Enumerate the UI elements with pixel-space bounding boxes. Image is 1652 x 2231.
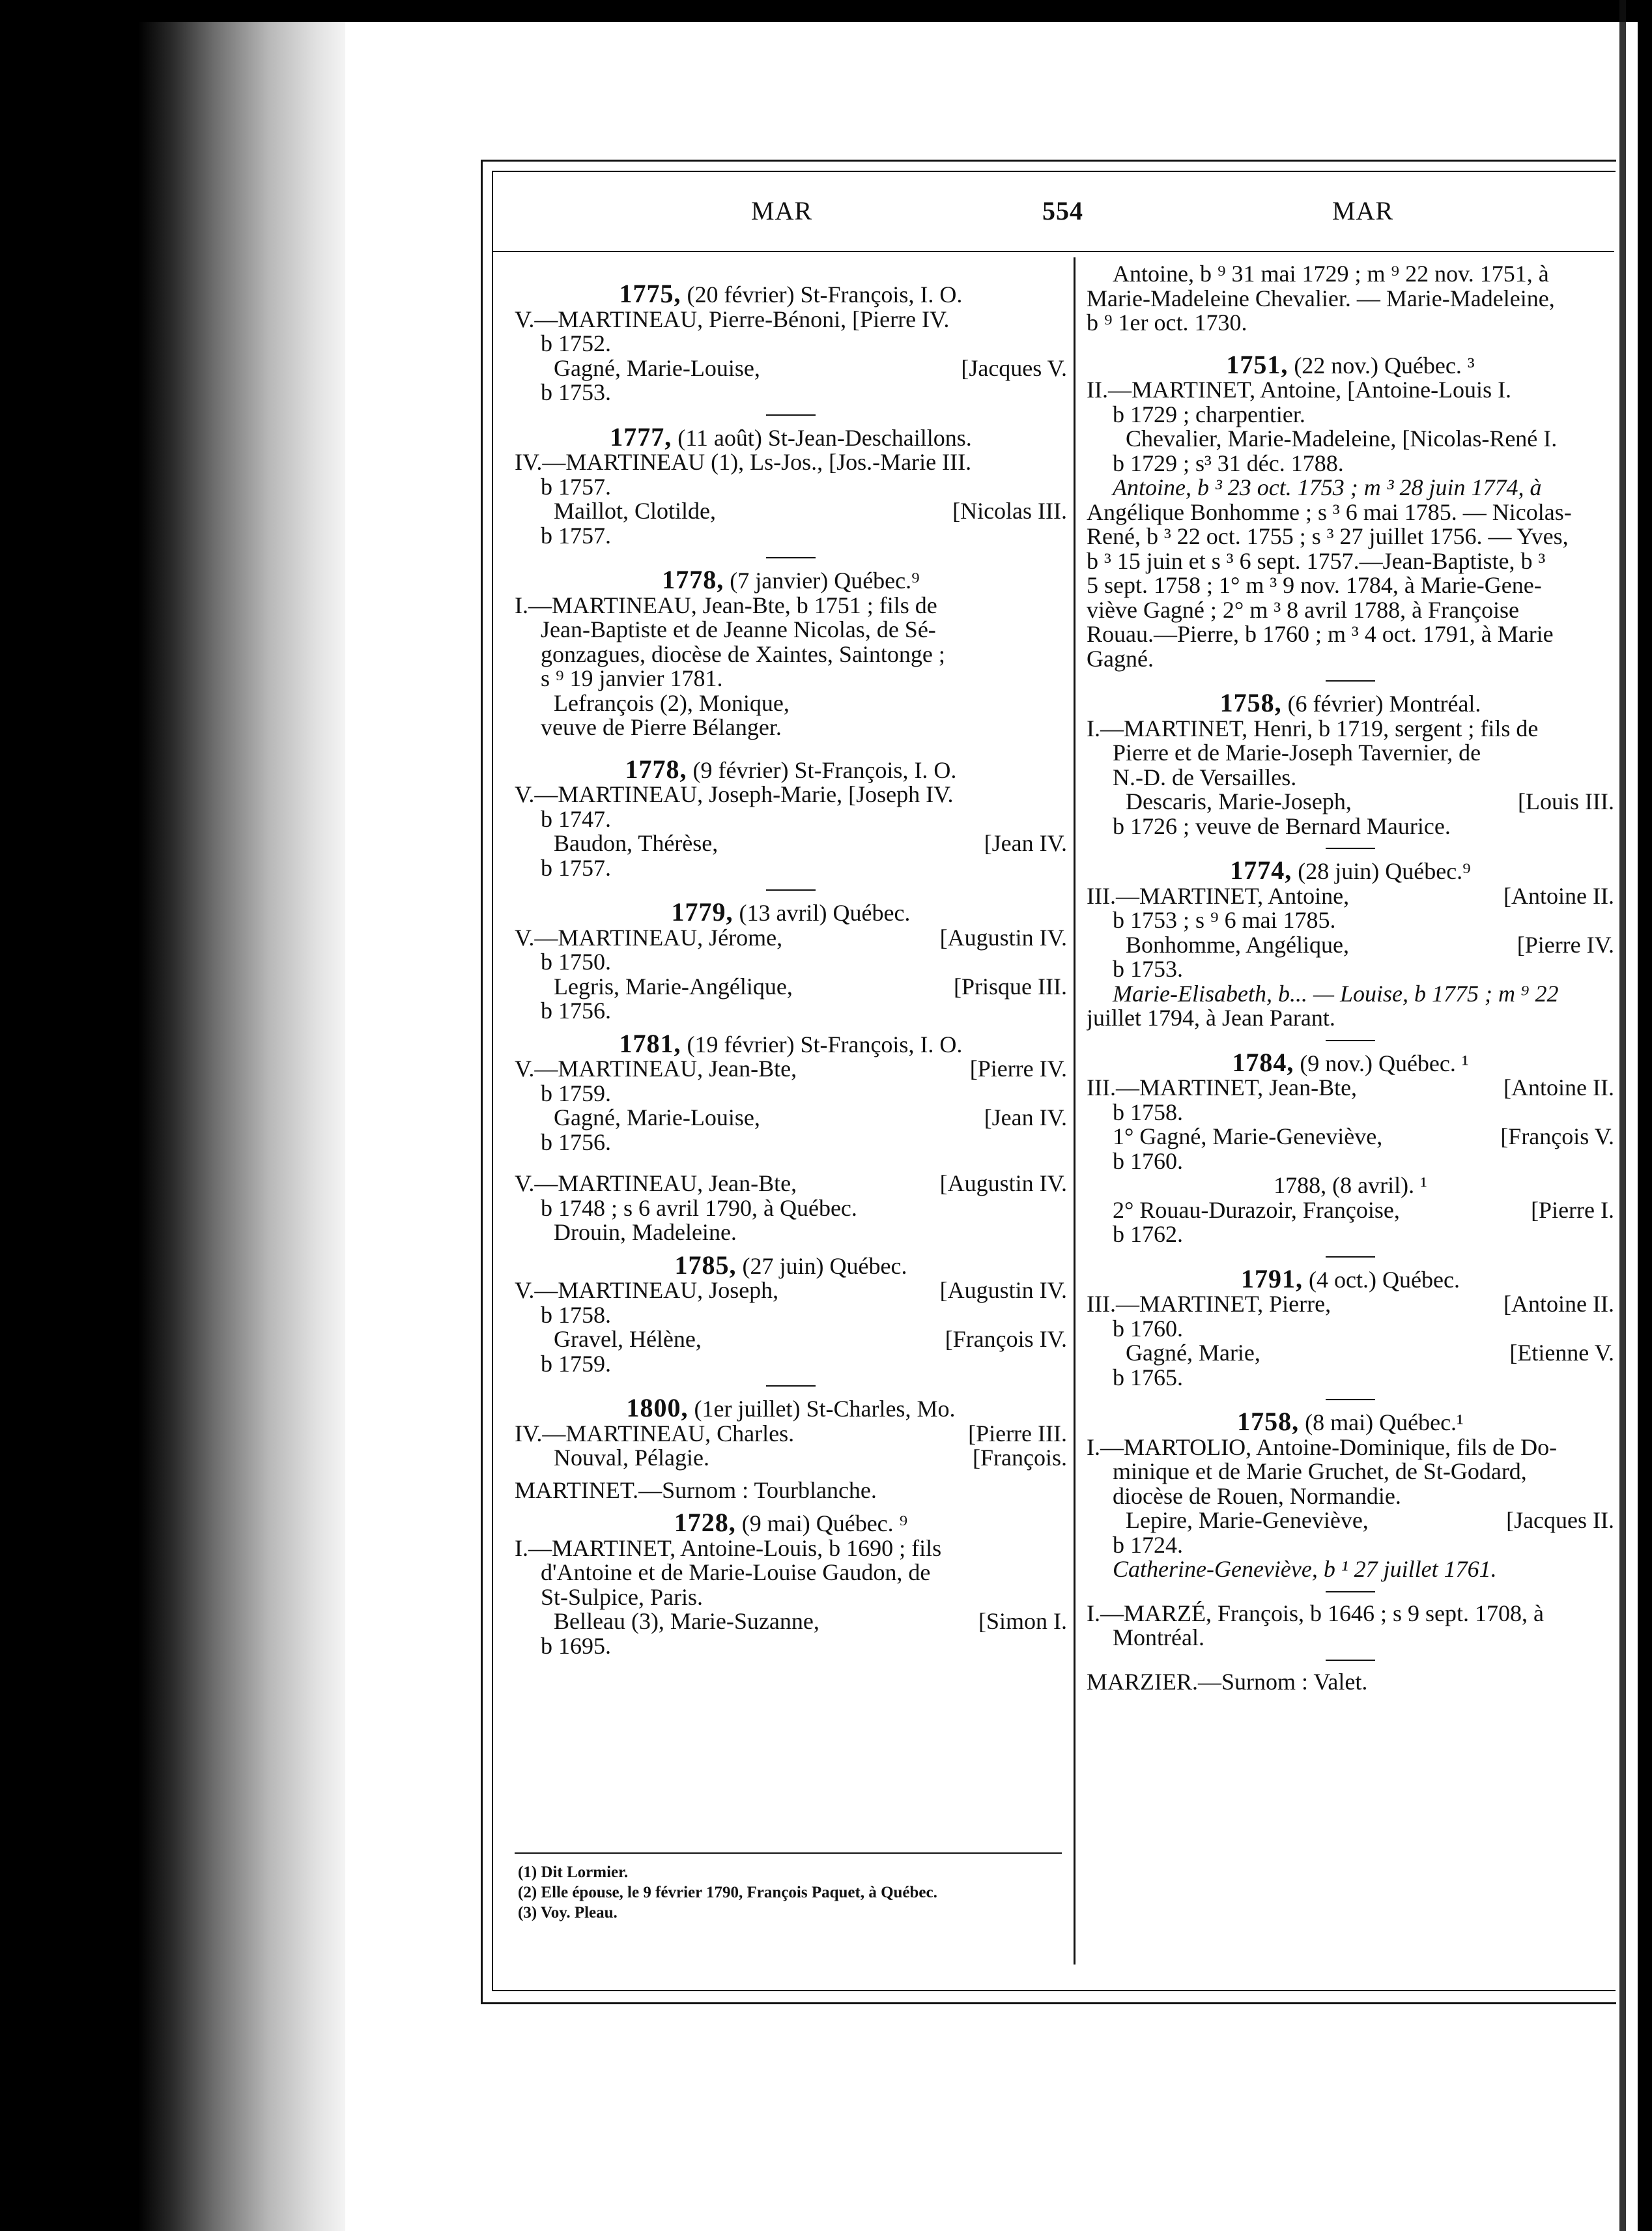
groom-line: II.—MARTINET, Antoine, [Antoine-Louis I. (1087, 377, 1512, 403)
entry-heading: 1778, (9 février) St-François, I. O. (625, 754, 957, 784)
bride-line: Legris, Marie-Angélique, [Prisque III. (554, 973, 1067, 1000)
scan-margin-top (0, 0, 1652, 22)
bride-line: 2° Rouau-Durazoir, Françoise, [Pierre I. (1113, 1196, 1614, 1223)
groom-line: IV.—MARTINEAU (1), Ls-Jos., [Jos.-Marie III. (515, 449, 972, 475)
children-line: b ³ 15 juin et s ³ 6 sept. 1757.—Jean-Baptiste, b ³ (1087, 547, 1546, 574)
entry-separator (766, 889, 816, 891)
footnote: (3) Voy. Pleau. (518, 1904, 618, 1922)
running-header (492, 195, 1614, 235)
groom-line: V.—MARTINEAU, Jean-Bte, [Augustin IV. (515, 1170, 1067, 1196)
bride-birth: b 1756. (541, 998, 611, 1024)
bride-line: Gagné, Marie-Louise, [Jean IV. (554, 1104, 1067, 1130)
right-column (1087, 262, 1614, 1694)
entry-heading: 1779, (13 avril) Québec. (671, 897, 911, 927)
scan-margin-left (0, 0, 345, 2231)
bride-birth: b 1724. (1113, 1531, 1183, 1558)
groom-line: V.—MARTINEAU, Joseph, [Augustin IV. (515, 1277, 1067, 1303)
bride-birth: b 1762. (1113, 1221, 1183, 1247)
entry-line: I.—MARZÉ, François, b 1646 ; s 9 sept. 1708, à (1087, 1600, 1544, 1626)
bride-line: Lepire, Marie-Geneviève, [Jacques II. (1126, 1507, 1614, 1533)
column-separator (1074, 257, 1075, 1965)
entry-separator (1326, 848, 1375, 849)
entry-heading: 1758, (6 février) Montréal. (1219, 688, 1481, 717)
children-line: René, b ³ 22 oct. 1755 ; s ³ 27 juillet 1756. — Yves, (1087, 523, 1569, 549)
bride-birth: b 1753. (1113, 956, 1183, 982)
children-line: Gagné. (1087, 645, 1154, 672)
bride-line: Nouval, Pélagie. [François. (554, 1445, 1067, 1471)
groom-detail: N.-D. de Versailles. (1113, 764, 1297, 790)
children-line: viève Gagné ; 2° m ³ 8 avril 1788, à Françoise (1087, 596, 1520, 623)
bride-line: Gagné, Marie-Louise, [Jacques V. (554, 354, 1067, 381)
entry-heading: 1791, (4 oct.) Québec. (1241, 1263, 1460, 1293)
bride-line: Drouin, Madeleine. (554, 1219, 737, 1245)
children-line: Angélique Bonhomme ; s ³ 6 mai 1785. — Nicolas- (1087, 498, 1572, 525)
bride-line: Chevalier, Marie-Madeleine, [Nicolas-René I. (1126, 425, 1558, 452)
bride-birth: b 1753. (541, 379, 611, 405)
groom-birth: b 1758. (1113, 1099, 1183, 1125)
footnotes (518, 1862, 1065, 1923)
groom-line: I.—MARTINET, Antoine-Louis, b 1690 ; fils (515, 1534, 942, 1561)
groom-detail: diocèse de Rouen, Normandie. (1113, 1482, 1401, 1509)
children-line: 5 sept. 1758 ; 1° m ³ 9 nov. 1784, à Marie-Gene- (1087, 572, 1542, 598)
children-line: juillet 1794, à Jean Parant. (1087, 1005, 1335, 1031)
groom-line: V.—MARTINEAU, Joseph-Marie, [Joseph IV. (515, 781, 954, 807)
groom-birth: b 1752. (541, 330, 611, 356)
entry-heading: 1728, (9 mai) Québec. ⁹ (674, 1508, 908, 1537)
bride-birth: b 1756. (541, 1129, 611, 1155)
scan-margin-right (1638, 0, 1652, 2231)
groom-detail: d'Antoine et de Marie-Louise Gaudon, de (541, 1559, 931, 1585)
bride-birth: b 1757. (541, 522, 611, 549)
entry-gap (1087, 336, 1614, 353)
left-column (515, 281, 1067, 1658)
header-rule (492, 251, 1614, 252)
bride-line: 1° Gagné, Marie-Geneviève, [François V. (1113, 1123, 1614, 1149)
entry-separator (1326, 680, 1375, 682)
entry-gap (515, 1024, 1067, 1031)
bride-birth: b 1757. (541, 854, 611, 881)
scan-edge-right (1619, 0, 1626, 2231)
groom-birth: b 1758. (541, 1301, 611, 1328)
groom-detail: s ⁹ 19 janvier 1781. (541, 665, 723, 691)
groom-detail: Jean-Baptiste et de Jeanne Nicolas, de Sé- (541, 616, 936, 642)
entry-gap (515, 1245, 1067, 1253)
groom-line: IV.—MARTINEAU, Charles. [Pierre III. (515, 1420, 1067, 1447)
groom-birth: b 1750. (541, 949, 611, 975)
bride-line: Descaris, Marie-Joseph, [Louis III. (1126, 788, 1614, 814)
bride-birth: b 1726 ; veuve de Bernard Maurice. (1113, 813, 1451, 839)
footnote: (1) Dit Lormier. (518, 1864, 629, 1881)
footnote-rule (515, 1852, 1062, 1854)
entry-heading: 1777, (11 août) St-Jean-Deschaillons. (610, 422, 972, 452)
entry-separator (1326, 1399, 1375, 1400)
bride-line: Gravel, Hélène, [François IV. (554, 1326, 1067, 1352)
groom-birth: b 1760. (1113, 1315, 1183, 1342)
groom-line: III.—MARTINET, Jean-Bte, [Antoine II. (1087, 1074, 1614, 1101)
groom-line: I.—MARTINET, Henri, b 1719, sergent ; fils de (1087, 715, 1539, 741)
children-line: Catherine-Geneviève, b ¹ 27 juillet 1761. (1113, 1556, 1497, 1582)
entry-heading: 1758, (8 mai) Québec.¹ (1237, 1407, 1464, 1436)
children-line: Antoine, b ³ 23 oct. 1753 ; m ³ 28 juin 1774, à (1113, 474, 1542, 500)
entry-separator (1326, 1591, 1375, 1592)
entry-heading: 1800, (1er juillet) St-Charles, Mo. (626, 1393, 956, 1422)
surname-crossref: MARZIER.—Surnom : Valet. (1087, 1668, 1368, 1694)
footnote: (2) Elle épouse, le 9 février 1790, François Paquet, à Québec. (518, 1884, 937, 1901)
bride-birth: b 1729 ; s³ 31 déc. 1788. (1113, 450, 1344, 476)
entry-heading: 1775, (20 février) St-François, I. O. (619, 279, 963, 308)
entry-separator (1326, 1660, 1375, 1661)
bride-birth: b 1695. (541, 1632, 611, 1659)
entry-gap (515, 1155, 1067, 1172)
second-marriage-date: 1788, (8 avril). ¹ (1274, 1172, 1427, 1198)
entry-heading: 1781, (19 février) St-François, I. O. (619, 1028, 963, 1058)
groom-detail: Pierre et de Marie-Joseph Tavernier, de (1113, 740, 1481, 766)
groom-birth: b 1729 ; charpentier. (1113, 401, 1305, 427)
groom-detail: gonzagues, diocèse de Xaintes, Saintonge ; (541, 641, 945, 667)
groom-birth: b 1747. (541, 805, 611, 832)
groom-detail: minique et de Marie Gruchet, de St-Godard, (1113, 1458, 1527, 1484)
entry-separator (766, 557, 816, 558)
header-left: MAR (751, 196, 813, 225)
bride-line: Maillot, Clotilde, [Nicolas III. (554, 498, 1067, 524)
continuation-line: b ⁹ 1er oct. 1730. (1087, 309, 1247, 336)
entry-heading: 1751, (22 nov.) Québec. ³ (1226, 349, 1475, 379)
groom-line: I.—MARTINEAU, Jean-Bte, b 1751 ; fils de (515, 592, 937, 618)
bride-line: Belleau (3), Marie-Suzanne, [Simon I. (554, 1608, 1067, 1634)
bride-detail: veuve de Pierre Bélanger. (541, 714, 782, 740)
groom-detail: St-Sulpice, Paris. (541, 1583, 703, 1610)
entry-heading: 1785, (27 juin) Québec. (674, 1250, 907, 1280)
groom-line: V.—MARTINEAU, Pierre-Bénoni, [Pierre IV. (515, 306, 950, 332)
entry-separator (1326, 1256, 1375, 1258)
children-line: Marie-Elisabeth, b... — Louise, b 1775 ; m ⁹ 22 (1113, 980, 1559, 1007)
groom-line: V.—MARTINEAU, Jérome, [Augustin IV. (515, 924, 1067, 951)
groom-line: III.—MARTINET, Pierre, [Antoine II. (1087, 1291, 1614, 1317)
surname-crossref: MARTINET.—Surnom : Tourblanche. (515, 1476, 877, 1503)
entry-gap (515, 740, 1067, 757)
bride-birth: b 1765. (1113, 1364, 1183, 1390)
groom-line: I.—MARTOLIO, Antoine-Dominique, fils de Do- (1087, 1433, 1558, 1460)
continuation-line: Marie-Madeleine Chevalier. — Marie-Madeleine, (1087, 285, 1555, 311)
bride-line: Lefrançois (2), Monique, (554, 689, 790, 716)
children-line: Rouau.—Pierre, b 1760 ; m ³ 4 oct. 1791, à Marie (1087, 621, 1554, 647)
bride-birth: b 1760. (1113, 1147, 1183, 1174)
groom-line: III.—MARTINET, Antoine, [Antoine II. (1087, 882, 1614, 909)
continuation-line: Antoine, b ⁹ 31 mai 1729 ; m ⁹ 22 nov. 1751, à (1113, 262, 1549, 287)
groom-birth: b 1753 ; s ⁹ 6 mai 1785. (1113, 907, 1336, 933)
bride-line: Gagné, Marie, [Etienne V. (1126, 1340, 1614, 1366)
page-number: 554 (1042, 196, 1083, 225)
header-right: MAR (1332, 196, 1394, 225)
groom-line: V.—MARTINEAU, Jean-Bte, [Pierre IV. (515, 1056, 1067, 1082)
entry-separator (766, 414, 816, 416)
entry-gap (515, 1503, 1067, 1510)
bride-line: Baudon, Thérèse, [Jean IV. (554, 830, 1067, 856)
entry-separator (1326, 1040, 1375, 1041)
bride-birth: b 1759. (541, 1350, 611, 1377)
groom-birth: b 1759. (541, 1080, 611, 1106)
entry-line: Montréal. (1113, 1624, 1204, 1650)
entry-heading: 1784, (9 nov.) Québec. ¹ (1232, 1047, 1469, 1077)
entry-separator (766, 1385, 816, 1387)
groom-birth: b 1748 ; s 6 avril 1790, à Québec. (541, 1194, 857, 1221)
entry-heading: 1778, (7 janvier) Québec.⁹ (662, 565, 920, 594)
entry-heading: 1774, (28 juin) Québec.⁹ (1230, 856, 1471, 885)
groom-birth: b 1757. (541, 473, 611, 500)
bride-line: Bonhomme, Angélique, [Pierre IV. (1126, 931, 1614, 958)
